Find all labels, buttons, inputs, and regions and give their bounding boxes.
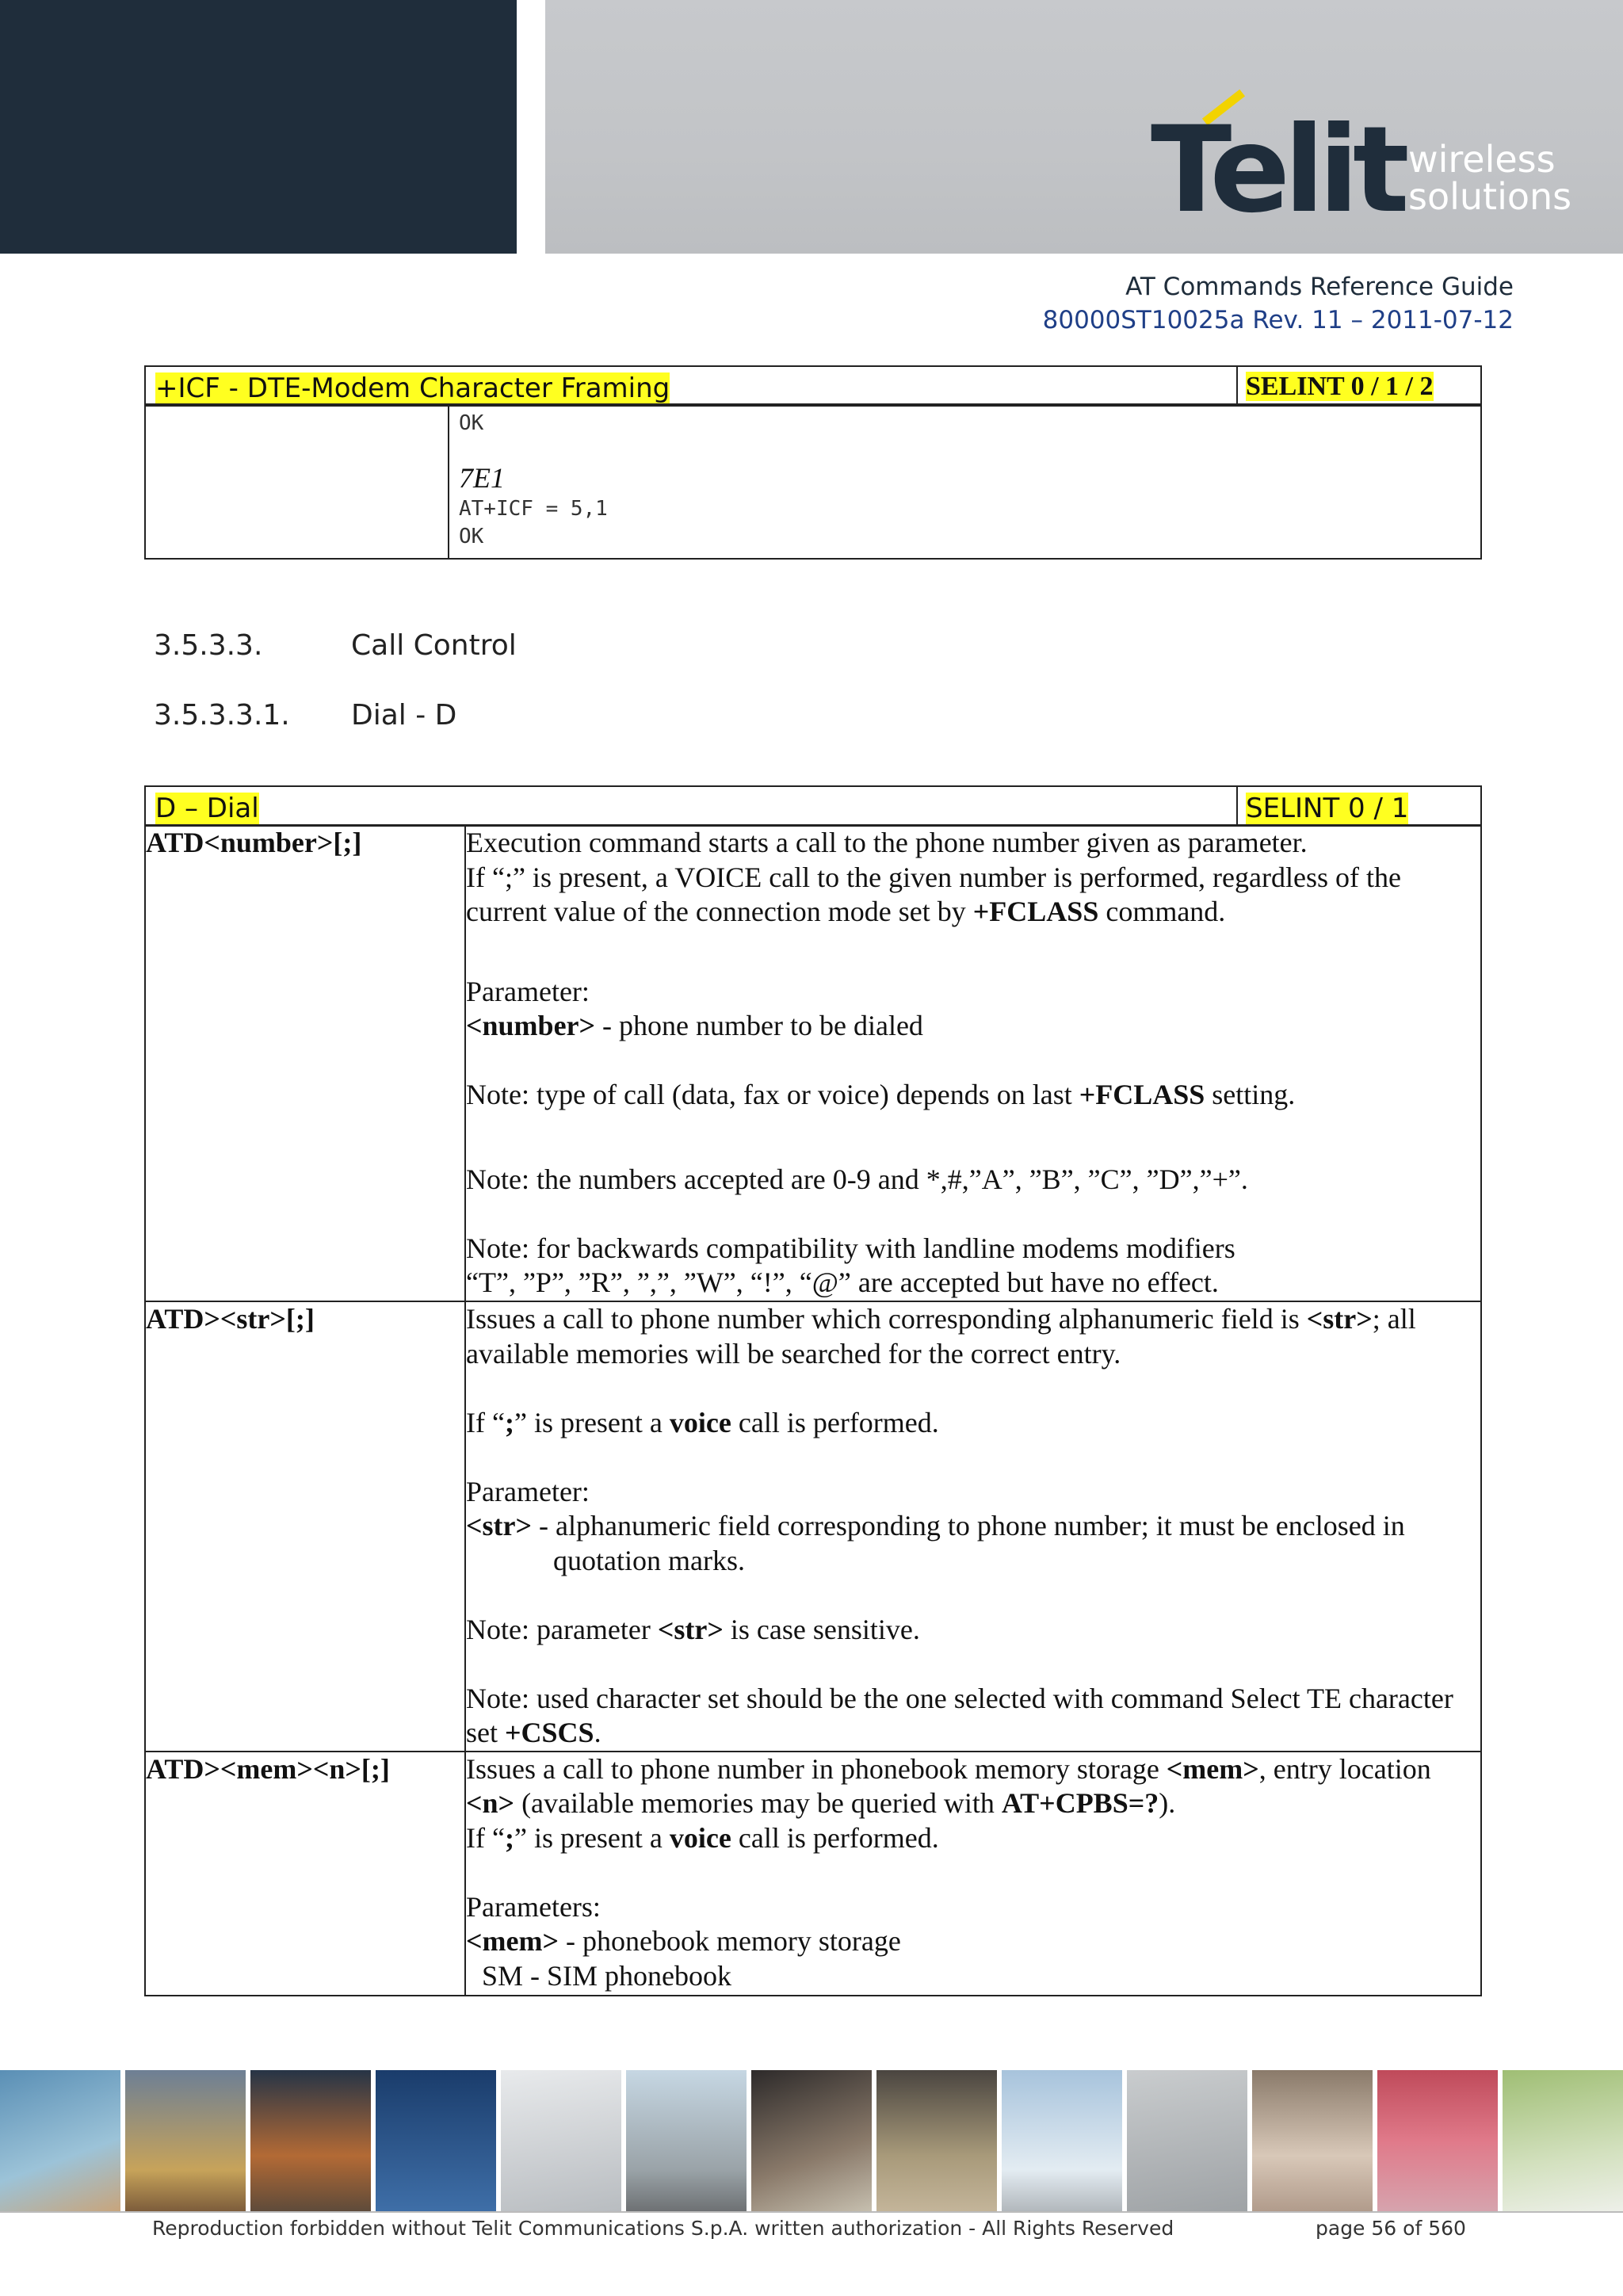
row3-line2: If “;” is present a voice call is performed.: [466, 1821, 939, 1854]
icf-empty-cell: [145, 404, 449, 559]
desc-atd-number: [465, 825, 1481, 1301]
icf-selint: SELINT 0 / 1 / 2: [1246, 372, 1434, 401]
row3-param-header: Parameters:: [466, 1890, 601, 1923]
icf-ok-1: OK: [459, 411, 484, 435]
icf-example-label: 7E1: [459, 462, 505, 495]
footer-photo-1: [0, 2070, 120, 2213]
section-title-1: Call Control: [351, 629, 517, 662]
logo-tagline-1: wireless: [1408, 138, 1556, 181]
doc-subtitle: 80000ST10025a Rev. 11 – 2011-07-12: [1042, 306, 1514, 334]
desc-atd-str: [465, 1301, 1481, 1752]
cmd-atd-mem-n: ATD><mem><n>[;]: [145, 1752, 465, 1996]
footer-photo-4: [376, 2070, 496, 2213]
section-number-1: 3.5.3.3.: [154, 629, 263, 662]
row2-param-str-cont: quotation marks.: [553, 1544, 745, 1576]
icf-title: +ICF - DTE-Modem Character Framing: [155, 372, 670, 404]
footer-photo-5: [501, 2070, 621, 2213]
cmd-atd-str: ATD><str>[;]: [145, 1301, 465, 1752]
row3-line1: Issues a call to phone number in phonebook memory storage <mem>, entry location <n> (available memories may be queried with AT+CPBS=?).: [466, 1752, 1431, 1819]
row1-note-2: Note: the numbers accepted are 0-9 and *,#,”A”, ”B”, ”C”, ”D”,”+”.: [466, 1163, 1248, 1195]
footer-photo-10: [1127, 2070, 1247, 2213]
row1-note-1: Note: type of call (data, fax or voice) depends on last +FCLASS setting.: [466, 1079, 1296, 1110]
footer-page-number: page 56 of 560: [1316, 2217, 1466, 2240]
row3-param-sm: SM - SIM phonebook: [482, 1959, 732, 1992]
row3-param-mem: <mem> - phonebook memory storage: [466, 1925, 901, 1957]
dial-header-table: [144, 785, 1482, 827]
row1-line1: Execution command starts a call to the phone number given as parameter.: [466, 827, 1308, 858]
doc-title: AT Commands Reference Guide: [1125, 273, 1514, 301]
footer-photo-8: [876, 2070, 997, 2213]
row2-param-str: <str> - alphanumeric field corresponding to phone number; it must be enclosed in: [466, 1510, 1405, 1541]
icf-ok-2: OK: [459, 525, 484, 549]
desc-atd-mem-n: [465, 1752, 1481, 1996]
dial-table: [144, 824, 1482, 1996]
row1-param-header: Parameter:: [466, 975, 590, 1007]
footer-photo-2: [125, 2070, 246, 2213]
logo-tagline-2: solutions: [1408, 174, 1572, 218]
table-row: [145, 1301, 1481, 1752]
icf-example-cmd: AT+ICF = 5,1: [459, 497, 608, 521]
section-number-2: 3.5.3.3.1.: [154, 699, 290, 732]
footer-photo-13: [1503, 2070, 1623, 2213]
footer-photo-6: [626, 2070, 747, 2213]
footer-photo-strip: [0, 2070, 1623, 2213]
footer-divider: [0, 2211, 1623, 2213]
row1-note-3b: “T”, ”P”, ”R”, ”,”, ”W”, “!”, “@” are accepted but have no effect.: [466, 1266, 1219, 1298]
telit-logo: [1151, 79, 1594, 239]
dial-selint: SELINT 0 / 1: [1246, 793, 1409, 824]
table-row: [145, 825, 1481, 1301]
row2-note-1: Note: parameter <str> is case sensitive.: [466, 1613, 920, 1645]
row2-line1: Issues a call to phone number which corresponding alphanumeric field is <str>; all available memories will be searched for the correct entry.: [466, 1303, 1416, 1370]
logo-tagline: [1408, 138, 1572, 218]
logo-brand-text: Telit: [1151, 101, 1403, 239]
icf-example-cell: [449, 404, 1481, 559]
footer-photo-7: [751, 2070, 872, 2213]
row1-note-3a: Note: for backwards compatibility with landline modems modifiers: [466, 1232, 1235, 1264]
dial-selint-cell: [1237, 786, 1481, 826]
icf-title-cell: [145, 366, 1237, 406]
icf-table: [144, 365, 1482, 407]
footer-photo-3: [250, 2070, 371, 2213]
row1-line2: If “;” is present, a VOICE call to the given number is performed, regardless of the current value of the connection mode set by +FCLASS command.: [466, 861, 1401, 927]
footer-photo-11: [1252, 2070, 1373, 2213]
footer-photo-9: [1002, 2070, 1122, 2213]
cmd-atd-number: ATD<number>[;]: [145, 825, 465, 1301]
footer-notice: Reproduction forbidden without Telit Communications S.p.A. written authorization - All Rights Reserved: [152, 2217, 1174, 2240]
icf-body-table: [144, 403, 1482, 560]
row2-line2: If “;” is present a voice call is performed.: [466, 1406, 939, 1438]
dial-title: D – Dial: [155, 793, 259, 824]
footer-photo-12: [1377, 2070, 1498, 2213]
table-row: [145, 1752, 1481, 1996]
section-title-2: Dial - D: [351, 699, 457, 732]
dial-title-cell: [145, 786, 1237, 826]
row2-param-header: Parameter:: [466, 1475, 590, 1507]
header-dark-panel: [0, 0, 517, 254]
row1-param-number: <number> - phone number to be dialed: [466, 1010, 923, 1041]
icf-selint-cell: [1237, 366, 1481, 406]
row2-note-2: Note: used character set should be the one selected with command Select TE character set +CSCS.: [466, 1682, 1453, 1748]
